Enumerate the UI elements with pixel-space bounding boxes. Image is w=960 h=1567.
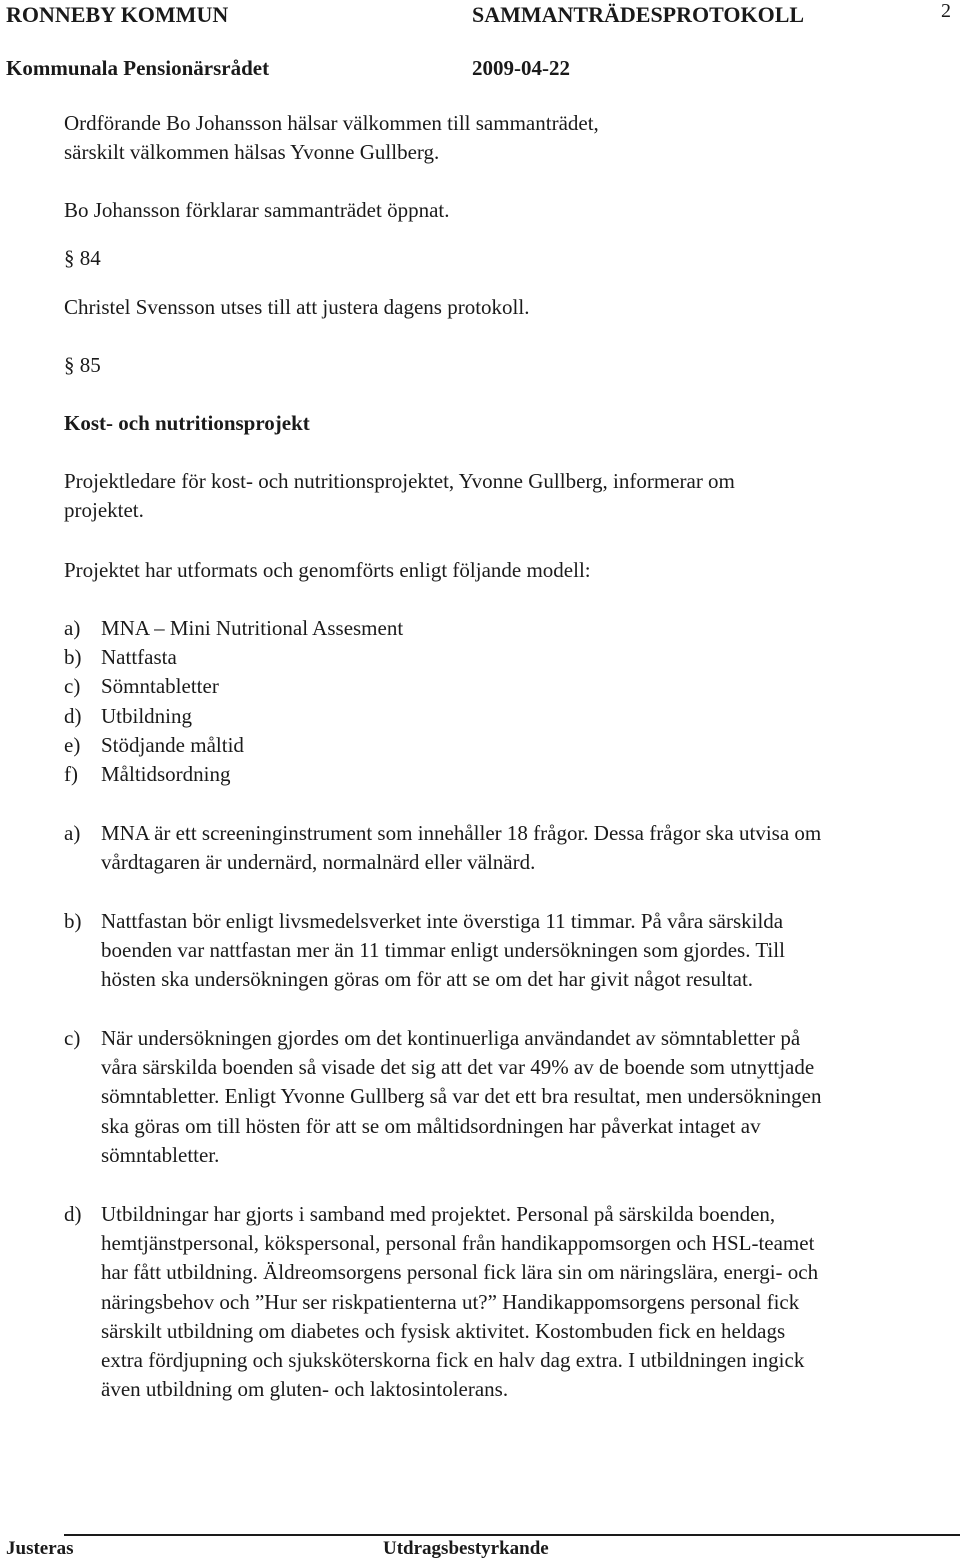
detail-line: våra särskilda boenden så visade det sig att det var 49% av de boende som utnyttjade	[101, 1055, 815, 1080]
detail-item-a	[64, 819, 956, 877]
item-label: f)	[64, 762, 78, 787]
item-label: a)	[64, 616, 81, 640]
detail-line: MNA är ett screeninginstrument som innehåller 18 frågor. Dessa frågor ska utvisa om	[101, 821, 822, 845]
item-label: b)	[64, 645, 82, 670]
item-label: b)	[64, 909, 82, 933]
detail-line: vårdtagaren är undernärd, normalnärd eller välnärd.	[101, 850, 536, 875]
detail-line: När undersökningen gjordes om det kontinuerliga användandet av sömntabletter på	[101, 1026, 801, 1050]
detail-item-d	[64, 1200, 956, 1404]
model-intro: Projektet har utformats och genomförts enligt följande modell:	[64, 558, 591, 582]
detail-line: extra fördjupning och sjuksköterskorna fick en halv dag extra. I utbildningen ingick	[101, 1348, 805, 1373]
list-item	[64, 614, 403, 643]
model-list	[64, 614, 403, 789]
item-text: Utbildning	[101, 703, 193, 728]
item-text: Måltidsordning	[101, 762, 231, 787]
item-label: c)	[64, 674, 81, 699]
list-item	[64, 643, 403, 672]
section-84-text: Christel Svensson utses till att justera dagens protokoll.	[64, 295, 530, 319]
section-85-intro	[64, 467, 735, 525]
section-number: 85	[79, 353, 101, 377]
document-type: SAMMANTRÄDESPROTOKOLL	[472, 2, 805, 27]
list-item	[64, 702, 403, 731]
page-number: 2	[941, 0, 951, 22]
item-text: MNA – Mini Nutritional Assesment	[101, 616, 404, 640]
detail-line: Utbildningar har gjorts i samband med projektet. Personal på särskilda boenden,	[101, 1202, 776, 1226]
org-name: RONNEBY KOMMUN	[6, 2, 229, 27]
item-text: Stödjande måltid	[101, 732, 244, 757]
list-item	[64, 731, 403, 760]
footer-justeras: Justeras	[6, 1538, 74, 1559]
detail-line: särskilt utbildning om diabetes och fysisk aktivitet. Kostombuden fick en heldags	[101, 1318, 786, 1343]
detail-line: hemtjänstpersonal, kökspersonal, personal från handikappomsorgen och HSL-teamet	[101, 1231, 815, 1256]
section-symbol: §	[64, 353, 75, 377]
intro-line: Ordförande Bo Johansson hälsar välkommen till sammanträdet,	[64, 111, 599, 135]
item-text: Nattfasta	[101, 645, 177, 670]
item-label: e)	[64, 732, 81, 757]
section-number: 84	[79, 246, 101, 270]
section-85-title: Kost- och nutritionsprojekt	[64, 411, 310, 435]
section-symbol: §	[64, 246, 75, 270]
detail-line: Nattfastan bör enligt livsmedelsverket inte överstiga 11 timmar. På våra särskilda	[101, 909, 784, 933]
intro-opened: Bo Johansson förklarar sammanträdet öppnat.	[64, 198, 450, 222]
detail-line: har fått utbildning. Äldreomsorgens personal fick lära sin om näringslära, energi- och	[101, 1260, 819, 1285]
section-85-heading	[64, 351, 101, 380]
item-label: c)	[64, 1026, 81, 1050]
list-item	[64, 672, 403, 701]
intro-line: projektet.	[64, 498, 144, 522]
footer-divider	[64, 1534, 960, 1536]
item-label: a)	[64, 821, 81, 845]
item-label: d)	[64, 703, 82, 728]
detail-line: boenden var nattfastan mer än 11 timmar enligt undersökningen som gjordes. Till	[101, 938, 785, 963]
detail-line: även utbildning om gluten- och laktosintolerans.	[101, 1377, 509, 1402]
footer-utdragsbestyrkande: Utdragsbestyrkande	[383, 1538, 549, 1559]
detail-line: sömntabletter.	[101, 1142, 220, 1167]
board-name: Kommunala Pensionärsrådet	[6, 56, 270, 80]
section-84-heading	[64, 244, 101, 273]
detail-line: sömntabletter. Enligt Yvonne Gullberg så var det ett bra resultat, men undersökningen	[101, 1084, 822, 1109]
detail-line: ska göras om till hösten för att se om måltidsordningen har påverkat intaget av	[101, 1113, 761, 1138]
intro-line: särskilt välkommen hälsas Yvonne Gullberg.	[64, 140, 440, 164]
item-label: d)	[64, 1202, 82, 1226]
detail-item-c	[64, 1024, 956, 1170]
item-text: Sömntabletter	[101, 674, 219, 699]
meeting-date: 2009-04-22	[472, 56, 570, 80]
list-item	[64, 760, 403, 789]
detail-line: näringsbehov och ”Hur ser riskpatienterna ut?” Handikappomsorgens personal fick	[101, 1289, 800, 1314]
detail-line: hösten ska undersökningen göras om för att se om det har givit något resultat.	[101, 967, 754, 992]
intro-welcome	[64, 109, 599, 167]
intro-line: Projektledare för kost- och nutritionsprojektet, Yvonne Gullberg, informerar om	[64, 469, 735, 493]
detail-item-b	[64, 907, 956, 995]
